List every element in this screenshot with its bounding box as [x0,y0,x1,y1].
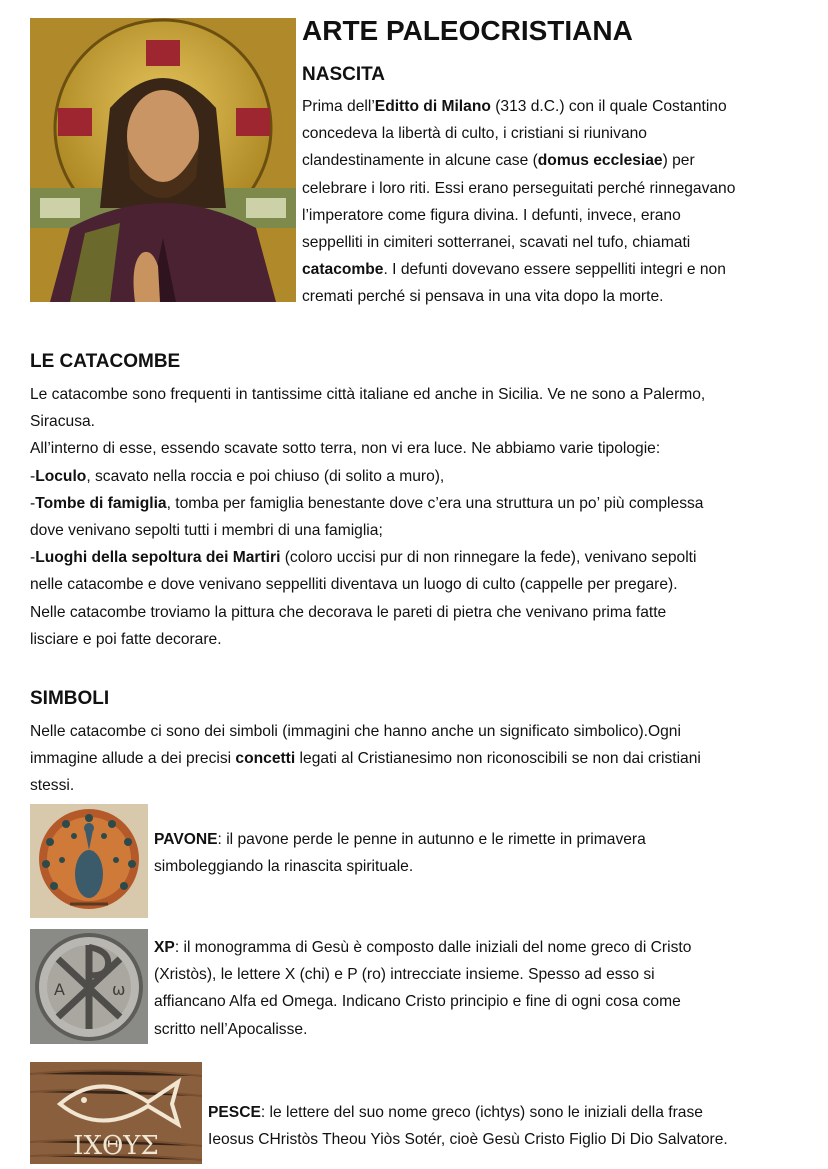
text-line [30,408,820,435]
fish-inscription: ΙΧΘΥΣ [73,1131,159,1161]
text-line [30,772,820,799]
caption-xp [154,934,814,1043]
page-title: ARTE PALEOCRISTIANA [302,15,633,46]
text-run: legati al Cristianesimo non riconoscibili se non dai cristiani [295,750,701,768]
text-run: clandestinamente in alcune case ( [302,152,538,170]
text-line [154,1016,814,1043]
text-run: simboleggiando la rinascita spirituale. [154,858,414,876]
bold-term: Luoghi della sepoltura dei Martiri [35,549,281,567]
text-run: . I defunti dovevano essere seppelliti integri e non [383,261,726,279]
text-run: dove venivano sepolti tutti i membri di una famiglia; [30,522,383,540]
text-line [30,571,820,598]
section-heading-catacombe: LE CATACOMBE [30,351,181,372]
text-run: affiancano Alfa ed Omega. Indicano Cristo principio e fine di ogni cosa come [154,993,681,1011]
text-line [30,599,820,626]
text-run: : il pavone perde le penne in autunno e le rimette in primavera [217,831,646,848]
text-line [30,463,820,490]
text-run: lisciare e poi fatte decorare. [30,630,222,648]
bold-term: domus ecclesiae [537,152,663,170]
section-heading-simboli: SIMBOLI [30,688,110,709]
text-run: (313 d.C.) con il quale Costantino [490,98,727,115]
text-line [30,626,820,653]
text-run: Prima dell’ [302,98,375,115]
text-line [30,490,820,517]
text-line [302,202,812,229]
chi-rho-relief-image [30,929,148,1044]
text-line [302,229,812,256]
text-run: immagine allude a dei precisi [30,750,236,768]
text-line [30,517,820,544]
text-run: (Xristòs), le lettere X (chi) e P (ro) intrecciate insieme. Spesso ad esso si [154,966,655,984]
text-run: - [30,467,36,485]
text-run: scritto nell’Apocalisse. [154,1020,308,1038]
text-line [154,961,814,988]
paragraph-catacombe [30,381,820,653]
text-run: Ieosus CHristòs Theou Yiòs Sotér, cioè Gesù Cristo Figlio Di Dio Salvatore. [208,1131,728,1149]
text-line [30,544,820,571]
text-line [302,120,812,147]
text-run: seppelliti in cimiteri sotterranei, scavati nel tufo, chiamati [302,234,691,252]
christ-mosaic-image [30,18,296,302]
text-run: l’imperatore come figura divina. I defunti, invece, erano [302,206,681,224]
text-line [154,853,814,880]
text-line [302,147,812,174]
text-line [302,256,812,283]
bold-term: XP [154,939,175,956]
text-run: Siracusa. [30,413,96,431]
peacock-mosaic-image [30,804,148,918]
bold-term: catacombe [302,261,384,279]
text-line [30,381,820,408]
alpha-letter: A [54,980,65,999]
text-run: Nelle catacombe ci sono dei simboli (immagini che hanno anche un significato simbolico).Ogni [30,723,681,740]
text-run: : il monogramma di Gesù è composto dalle iniziali del nome greco di Cristo [174,939,692,956]
text-run: Le catacombe sono frequenti in tantissime città italiane ed anche in Sicilia. Ve ne sono a Palermo, [30,386,706,403]
text-run: Nelle catacombe troviamo la pittura che decorava le pareti di pietra che venivano prima fatte [30,603,667,621]
text-line [154,988,814,1015]
text-line [208,1126,818,1153]
text-run: : le lettere del suo nome greco (ichtys) sono le iniziali della frase [260,1104,703,1121]
bold-term: concetti [235,750,296,768]
text-run: , tomba per famiglia benestante dove c’era una struttura un po’ più complessa [166,494,704,512]
section-heading-nascita: NASCITA [302,64,386,85]
text-line [302,283,812,310]
text-line [154,826,814,853]
text-line [30,718,820,745]
bold-term: Editto di Milano [374,98,491,115]
text-run: All’interno di esse, essendo scavate sotto terra, non vi era luce. Ne abbiamo varie tipologie: [30,440,661,458]
omega-letter: ω [112,980,126,999]
text-line [30,435,820,462]
bold-term: Loculo [35,467,87,485]
caption-pavone [154,826,814,880]
paragraph-simboli [30,718,820,800]
text-run: , scavato nella roccia e poi chiuso (di solito a muro), [86,467,445,485]
text-run: - [30,549,36,567]
text-line [154,934,814,961]
text-line [302,93,812,120]
text-run: (coloro uccisi pur di non rinnegare la fede), venivano sepolti [280,549,697,567]
text-line [30,745,820,772]
text-run: ) per [662,152,695,170]
text-line [208,1099,818,1126]
text-run: stessi. [30,777,75,795]
text-run: cremati perché si pensava in una vita dopo la morte. [302,288,664,306]
paragraph-nascita [302,93,812,311]
text-run: nelle catacombe e dove venivano seppelliti diventava un luogo di culto (cappelle per pregare). [30,576,678,594]
text-run: celebrare i loro riti. Essi erano perseguitati perché rinnegavano [302,179,736,197]
text-run: - [30,494,36,512]
caption-pesce [208,1099,818,1153]
text-line [302,175,812,202]
bold-term: PESCE [208,1104,261,1121]
ichthys-carving-image [30,1062,202,1164]
bold-term: PAVONE [154,831,218,848]
bold-term: Tombe di famiglia [35,494,167,512]
text-run: concedeva la libertà di culto, i cristiani si riunivano [302,125,647,143]
